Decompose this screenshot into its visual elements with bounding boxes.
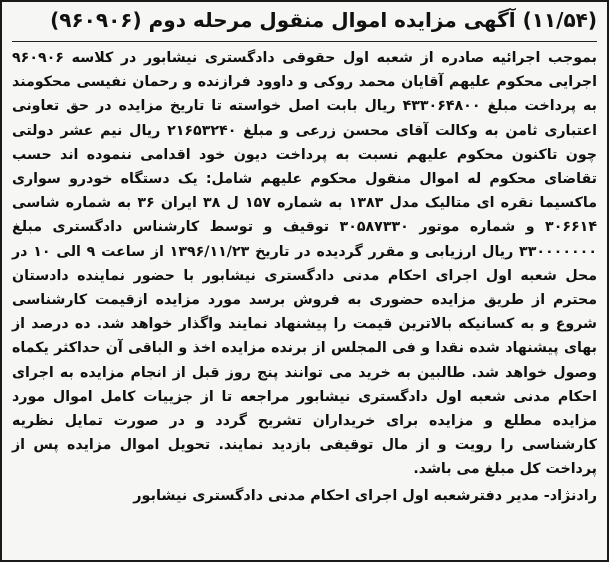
notice-signature: رادنژاد- مدیر دفترشعبه اول اجرای احکام مدنی دادگستری نیشابور bbox=[133, 487, 597, 504]
notice-title: (۱۱/۵۴) آگهی مزایده اموال منقول مرحله دوم (۹۶۰۹۰۶) bbox=[12, 5, 597, 42]
notice-body: بموجب اجرائیه صادره از شعبه اول حقوقی دادگستری نیشابور در کلاسه ۹۶۰۹۰۶ اجرایی محکوم علیهم آقایان محمد روکی و داوود فرازنده و رحمان نفیسی محکومند به پرداخت مبلغ ۴۳۳۰۶۴۸۰۰ ریال بابت اصل خواسته تا تاریخ مزایده در حق تعاونی اعتباری ثامن به وکالت آقای محسن زرعی و مبلغ ۲۱۶۵۳۲۴۰ ریال نیم عشر دولتی چون تاکنون محکوم علیهم نسبت به پرداخت دیون خود اقدامی ننموده اند حسب تقاضای محکوم له اموال منقول محکوم علیهم شامل: یک دستگاه خودرو سواری ماکسیما نقره ای متالیک مدل ۱۳۸۳ به شماره ۱۵۷ ل ۳۸ ایران ۳۶ به شماره شاسی ۳۰۶۶۱۴ و شماره موتور ۳۰۵۸۷۳۳۰ توقیف و توسط کارشناس دادگستری مبلغ ۳۳۰۰۰۰۰۰۰ ریال ارزیابی و مقرر گردیده در تاریخ ۱۳۹۶/۱۱/۲۳ از ساعت ۹ الی ۱۰ در محل شعبه اول اجرای احکام مدنی دادگستری نیشابور با حضور نماینده دادستان محترم از طریق مزایده حضوری به فروش برسد مورد مزایده ازقیمت کارشناسی شروع و به کسانیکه بالاترین قیمت را پیشنهاد نمایند واگذار خواهد شد. ده درصد از بهای پیشنهاد شده نقدا و فی المجلس از برنده مزایده اخذ و الباقی آن حداکثر یکماه وصول خواهد شد. طالبین به خرید می توانند پنج روز قبل از انجام مزایده به اجرای احکام مدنی شعبه اول دادگستری نیشابور مراجعه تا از جزییات کامل اموال مورد مزایده مطلع و مزایده برای خریداران تشریح گردد و در صورت تمایل نظریه کارشناسی را رویت و از مال توقیفی بازدید نمایند. تحویل اموال مزایده پس از پرداخت کل مبلغ می باشد. bbox=[12, 50, 597, 478]
